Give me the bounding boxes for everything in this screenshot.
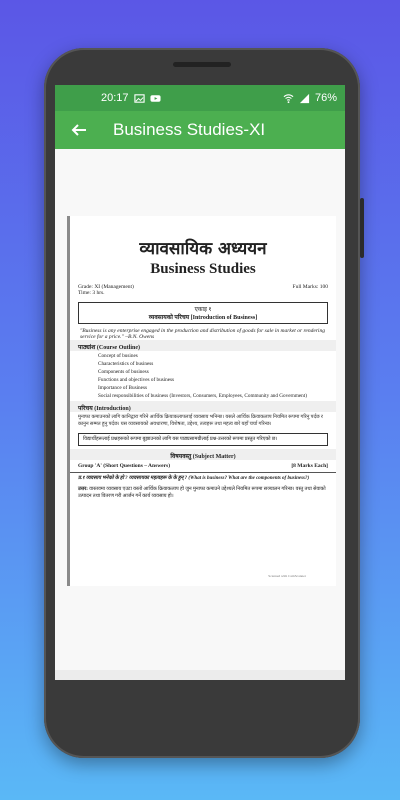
- question-text: प्र.१ व्यवसाय भनेको के हो ? व्यवसायका महत्वहरू के के हुन् ? (What is business? What are the components of business?): [78, 476, 310, 481]
- gallery-icon: [134, 93, 145, 104]
- answer-block: [70, 484, 336, 502]
- document-viewer[interactable]: [55, 149, 345, 680]
- phone-speaker: [173, 62, 231, 67]
- status-bar: [55, 85, 345, 111]
- unit-title: व्यवसायको परिचय [Introduction of Business]: [148, 315, 258, 321]
- subject-note-box: विद्यार्थीहरूलाई प्रश्नहरूको रूपमा बुझाउनको लागि यस पाठ्यसामग्रीलाई प्रश्न-उत्तरको रूपमा प्रस्तुत गरिएको छ।: [78, 433, 328, 446]
- doc-grade: Grade: XI (Management): [78, 284, 134, 290]
- status-right: [283, 92, 337, 104]
- status-time: 20:17: [101, 92, 129, 104]
- scanner-watermark: Scanned with CamScanner: [268, 574, 306, 578]
- doc-quote: "Business is any enterprise engaged in the production and distribution of goods for sale in market or rendering service for a price." –B.N. Owens: [80, 328, 325, 340]
- status-left: [101, 92, 161, 104]
- outline-item: Functions and objectives of business: [98, 377, 175, 383]
- doc-full-marks: Full Marks: 100: [292, 284, 328, 290]
- phone-side-button: [360, 198, 364, 258]
- outline-item: Social responsibilities of business (Investors, Consumers, Employees, Community and Government): [98, 393, 307, 399]
- youtube-icon: [150, 93, 161, 104]
- group-marks: [8 Marks Each]: [291, 463, 328, 469]
- unit-box: [78, 302, 328, 324]
- group-label: Group 'A' (Short Questions – Answers): [78, 463, 171, 469]
- unit-number: एकाइ १: [194, 307, 212, 313]
- answer-label: उत्तर:: [78, 487, 88, 492]
- course-outline-heading: पाठ्यांश (Course Outline): [70, 340, 336, 351]
- viewer-bottom-strip: [55, 670, 345, 680]
- outline-item: Concept of busines: [98, 353, 138, 359]
- back-button[interactable]: [67, 118, 91, 142]
- outline-item: Components of business: [98, 369, 149, 375]
- introduction-heading: परिचय (Introduction): [70, 401, 336, 412]
- document-page-image: [67, 216, 336, 586]
- battery-percent: 76%: [314, 92, 337, 104]
- introduction-text: मुनाफा कमाउनको लागि कानिद्वारा गरिने आर्थिक क्रियाकलापलाई व्यवसाय भनिन्छ। यसले आर्थिक क्रियाकलाप नियमित रूपमा गरिनु पर्दछ र कानुन सम्मत हुनु पर्दछ। यस व्यवसायको अवधारणा, विशेषता, उद्देश्य, तत्वहरू तथा महत्व बारे यहाँ चर्चा गरिन्छ।: [78, 415, 323, 427]
- answer-text: वास्तवमा व्यवसाय एउटा यस्तो आर्थिक क्रियाकलाप हो जुन मुनाफा कमाउने उद्देश्यले नियमित रूपमा सञ्चालन गरिन्छ। वस्तु तथा सेवाको उत्पादन तथा वितरण गरी आर्जन गर्ने कार्य व्यवसाय हो।: [78, 487, 326, 499]
- wifi-icon: [283, 93, 294, 104]
- app-bar: [55, 111, 345, 149]
- app-title: Business Studies-XI: [113, 120, 266, 139]
- doc-time: Time: 3 hrs.: [78, 290, 105, 296]
- outline-item: Importance of Business: [98, 385, 147, 391]
- doc-title-english: Business Studies: [150, 261, 256, 277]
- outline-item: Characteristics of business: [98, 361, 154, 367]
- subject-matter-heading: विषयवस्तु (Subject Matter): [70, 449, 336, 460]
- course-outline-list: [70, 353, 336, 399]
- signal-icon: [299, 93, 310, 104]
- doc-title-nepali: व्यावसायिक अध्ययन: [139, 239, 267, 259]
- group-heading: [70, 460, 336, 473]
- phone-screen: [55, 85, 345, 680]
- arrow-left-icon: [71, 122, 87, 138]
